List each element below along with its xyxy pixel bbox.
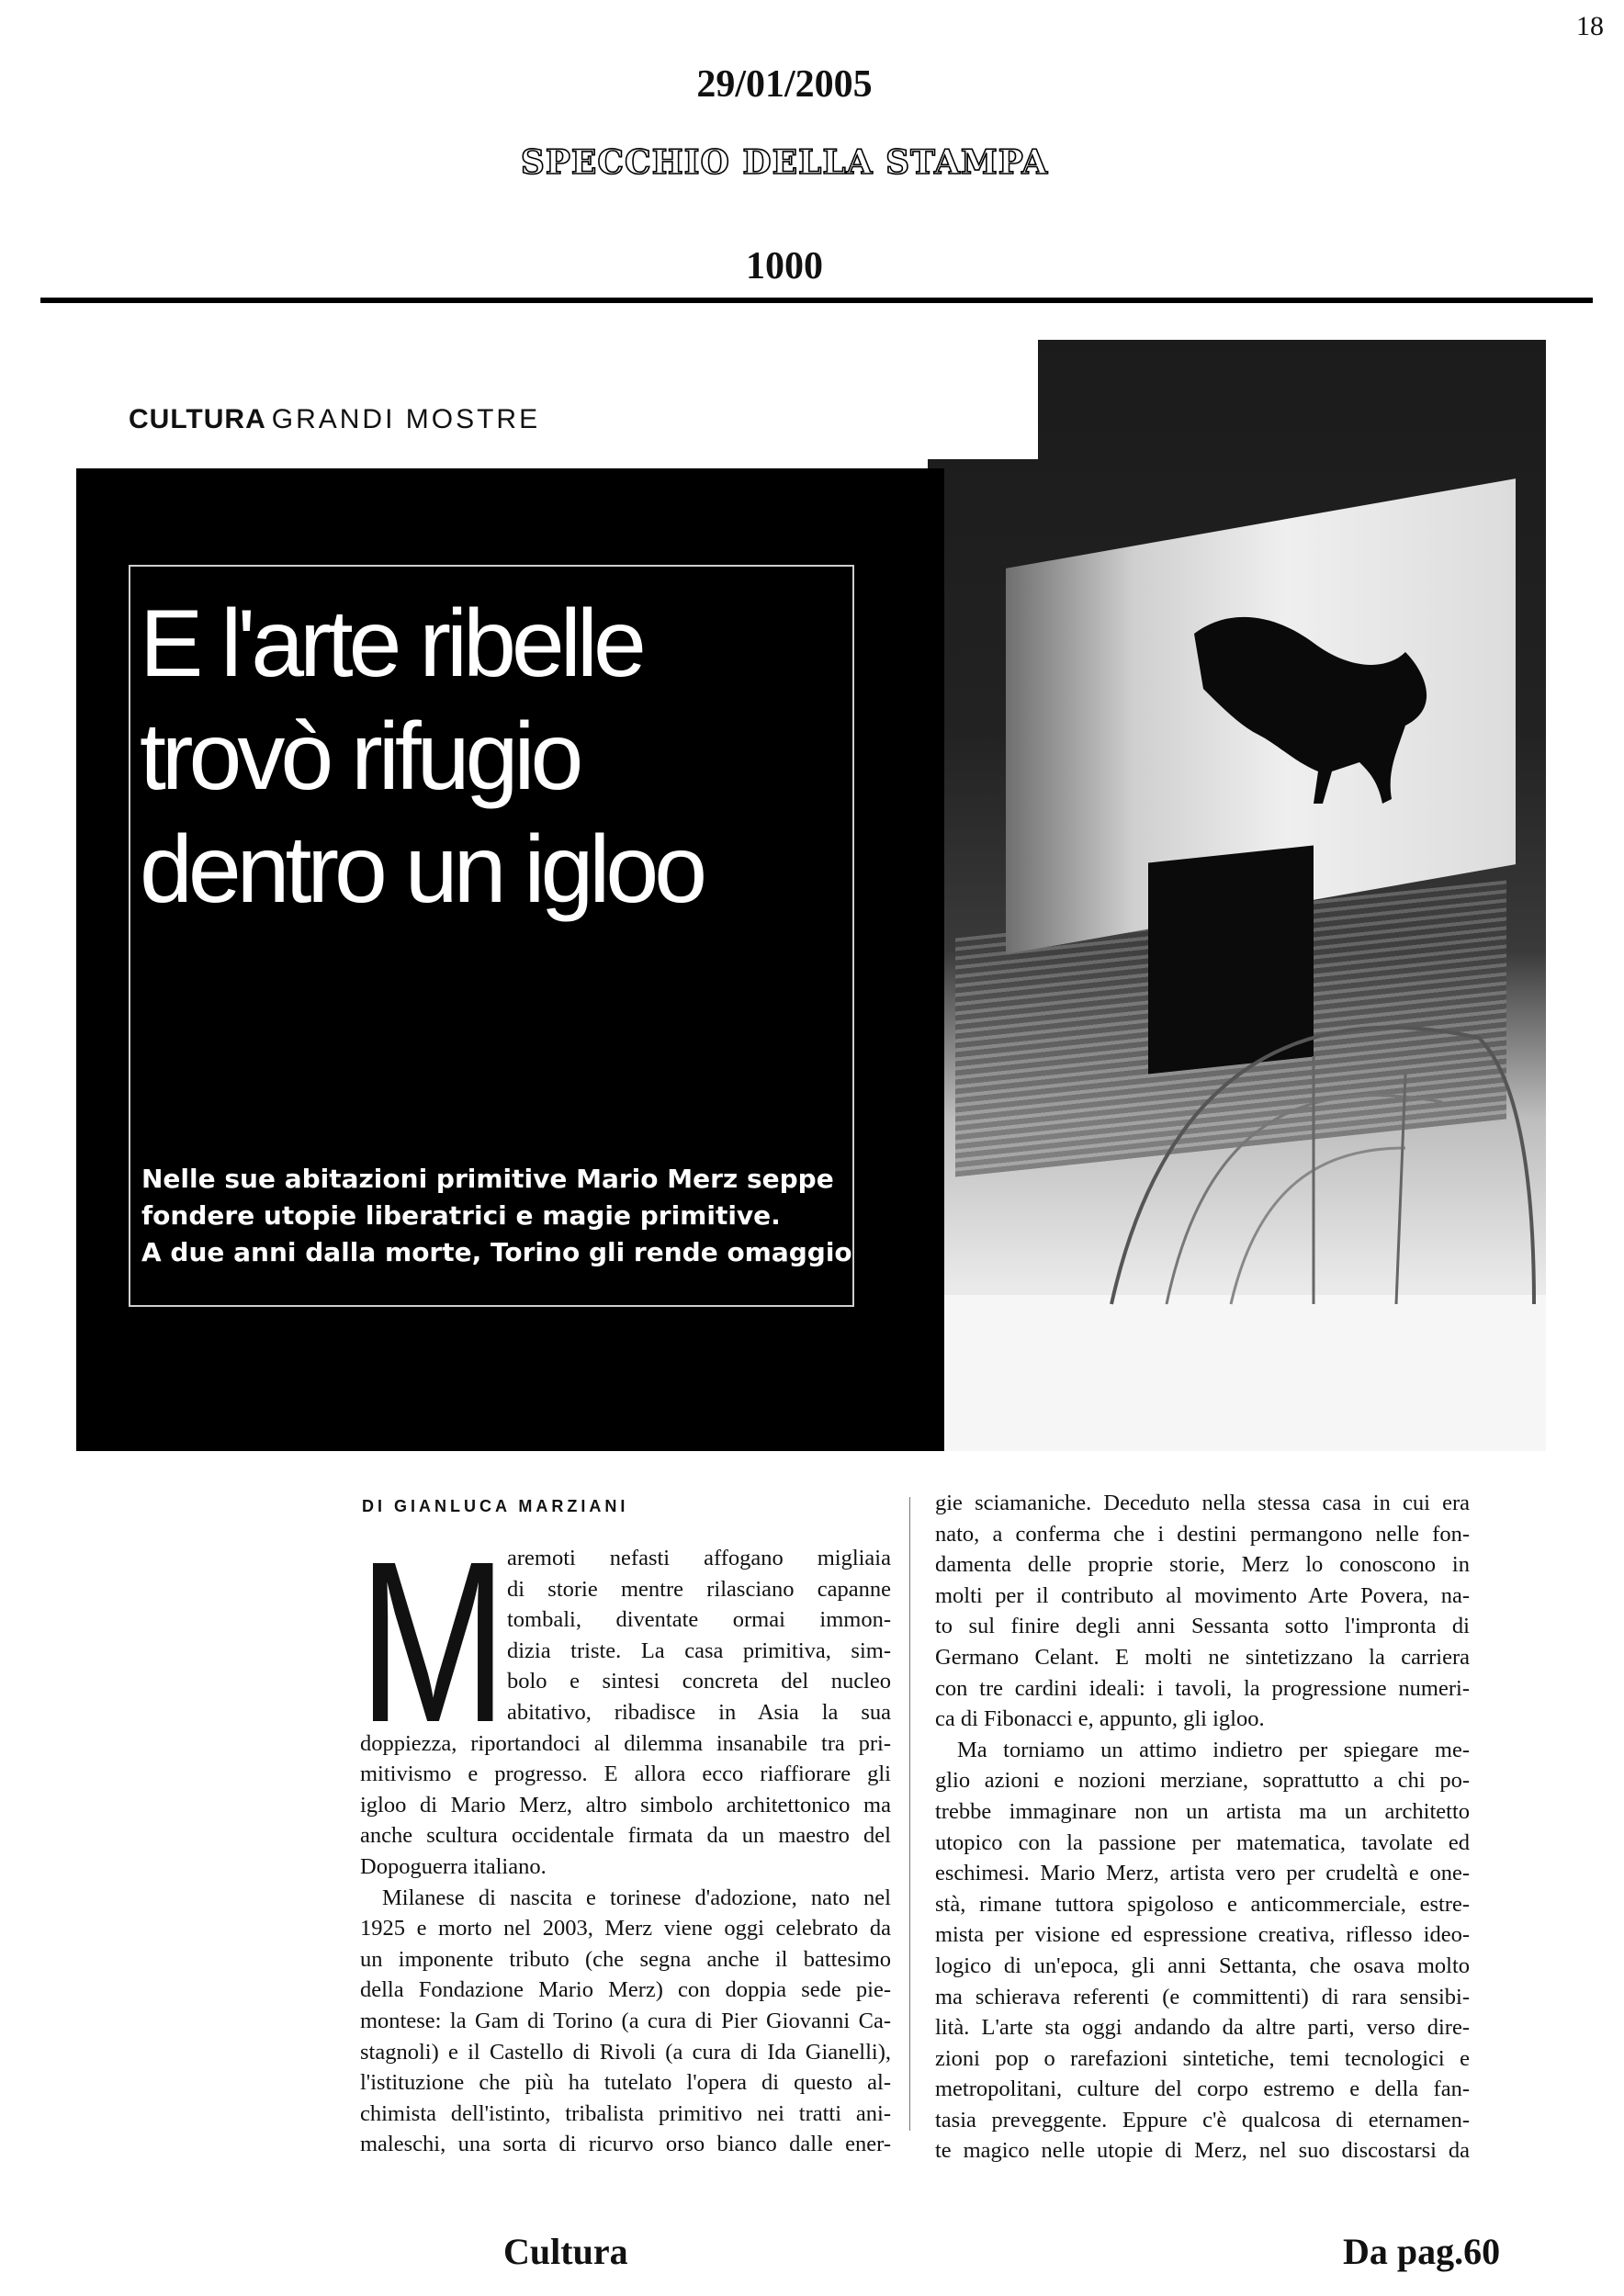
text-line: mista per visione ed espressione creativa, riflesso ideo- xyxy=(935,1922,1470,1948)
text-line: della Fondazione Mario Merz) con doppia sede pie- xyxy=(360,1977,891,2003)
column-divider xyxy=(909,1497,910,2131)
text-line: stagnoli) e il Castello di Rivoli (a cura di Ida Gianelli), xyxy=(360,2039,891,2065)
text-line: bolo e sintesi concreta del nucleo xyxy=(507,1669,891,1694)
text-line: l'istituzione che più ha tutelato l'opera di questo al- xyxy=(360,2070,891,2096)
animal-silhouette-icon xyxy=(1194,617,1427,804)
text-line: ca di Fibonacci e, appunto, gli igloo. xyxy=(935,1706,1265,1732)
publication-name: SPECCHIO DELLA STAMPA xyxy=(520,143,1049,182)
text-line: tasia preveggente. Eppure c'è qualcosa di eternamen- xyxy=(935,2107,1470,2133)
text-line: aremoti nefasti affogano migliaia xyxy=(507,1546,891,1570)
article-column-2 xyxy=(935,1488,1470,2167)
header-rule xyxy=(40,298,1593,303)
text-line: eschimesi. Mario Merz, artista vero per crudeltà e one- xyxy=(935,1861,1470,1886)
drop-cap: M xyxy=(358,1514,508,1770)
section-kicker xyxy=(129,404,540,435)
text-line: Germano Celant. E molti ne sintetizzano la carriera xyxy=(935,1644,1470,1670)
subheadline-line: A due anni dalla morte, Torino gli rende omaggio xyxy=(141,1237,852,1267)
text-line: montese: la Gam di Torino (a cura di Pier Giovanni Ca- xyxy=(360,2008,891,2033)
subheadline-line: fondere utopie liberatrici e magie primitive. xyxy=(141,1200,781,1231)
text-line: utopico con la passione per matematica, tavolate ed xyxy=(935,1829,1470,1855)
article-photo xyxy=(928,340,1546,1451)
article-headline xyxy=(140,588,930,927)
headline-line: E l'arte ribelle xyxy=(140,591,642,697)
text-line: con tre cardini ideali: i tavoli, la progressione numeri- xyxy=(935,1675,1470,1701)
section-sublabel: GRANDI MOSTRE xyxy=(271,404,541,434)
text-line: igloo di Mario Merz, altro simbolo architettonico ma xyxy=(360,1792,891,1818)
text-line: Dopoguerra italiano. xyxy=(360,1853,547,1879)
text-line: te magico nelle utopie di Merz, nel suo discostarsi da xyxy=(935,2138,1470,2164)
text-line: trebbe immaginare non un artista ma un architetto xyxy=(935,1798,1470,1824)
text-line: stà, rimane tuttora spigoloso e anticommerciale, estre- xyxy=(935,1891,1470,1917)
text-line: Milanese di nascita e torinese d'adozione, nato nel xyxy=(382,1885,891,1910)
text-line: Ma torniamo un attimo indietro per spiegare me- xyxy=(957,1737,1470,1762)
text-line: tombali, diventate ormai immon- xyxy=(507,1607,891,1633)
text-line: metropolitani, culture del corpo estremo e della fan- xyxy=(935,2077,1470,2102)
text-line: mitivismo e progresso. E allora ecco riaffiorare gli xyxy=(360,1761,891,1787)
text-line: dizia triste. La casa primitiva, sim- xyxy=(507,1638,891,1663)
text-line: chimista dell'istinto, tribalista primitivo nei tratti ani- xyxy=(360,2100,891,2126)
footer-page-ref: Da pag.60 xyxy=(1343,2231,1501,2272)
article-column-1 xyxy=(358,1514,891,2160)
text-line: doppiezza, riportandoci al dilemma insanabile tra pri- xyxy=(360,1730,891,1756)
article-subheadline xyxy=(141,1161,876,1271)
text-line: damenta delle proprie storie, Merz lo conoscono in xyxy=(935,1552,1470,1578)
text-line: maleschi, una sorta di ricurvo orso bianco dalle ener- xyxy=(360,2132,891,2157)
text-line: di storie mentre rilasciano capanne xyxy=(507,1576,891,1602)
clipping-code: 1000 xyxy=(746,245,823,287)
text-line: glio azioni e nozioni merziane, soprattutto a chi po- xyxy=(935,1768,1470,1794)
text-line: abitativo, ribadisce in Asia la sua xyxy=(507,1699,891,1725)
text-line: ma schierava referenti (e committenti) di rara sensibi- xyxy=(935,1984,1470,2009)
headline-line: trovò rifugio xyxy=(140,703,580,810)
footer-section: Cultura xyxy=(503,2231,628,2272)
page-number: 18 xyxy=(1576,11,1604,41)
section-label: CULTURA xyxy=(129,404,266,434)
text-line: gie sciamaniche. Deceduto nella stessa casa in cui era xyxy=(935,1491,1470,1515)
headline-line: dentro un igloo xyxy=(140,816,704,923)
byline: DI GIANLUCA MARZIANI xyxy=(362,1497,629,1515)
text-line: 1925 e morto nel 2003, Merz viene oggi celebrato da xyxy=(360,1916,891,1941)
text-line: un imponente tributo (che segna anche il battesimo xyxy=(360,1946,891,1972)
text-line: zioni pop o rarefazioni sintetiche, temi tecnologici e xyxy=(935,2045,1470,2071)
text-line: logico di un'epoca, gli anni Settanta, che osava molto xyxy=(935,1953,1470,1978)
photo-figures xyxy=(928,340,1546,1451)
clipping-date: 29/01/2005 xyxy=(696,63,873,106)
text-line: lità. L'arte sta oggi andando da altre parti, verso dire- xyxy=(935,2015,1470,2041)
subheadline-line: Nelle sue abitazioni primitive Mario Merz seppe xyxy=(141,1164,834,1194)
text-line: to sul finire degli anni Sessanta sotto l'impronta di xyxy=(935,1614,1470,1639)
text-line: nato, a conferma che i destini permangono nelle fon- xyxy=(935,1521,1470,1547)
text-line: molti per il contributo al movimento Arte Povera, na- xyxy=(935,1582,1470,1608)
text-line: anche scultura occidentale firmata da un maestro del xyxy=(360,1823,891,1849)
